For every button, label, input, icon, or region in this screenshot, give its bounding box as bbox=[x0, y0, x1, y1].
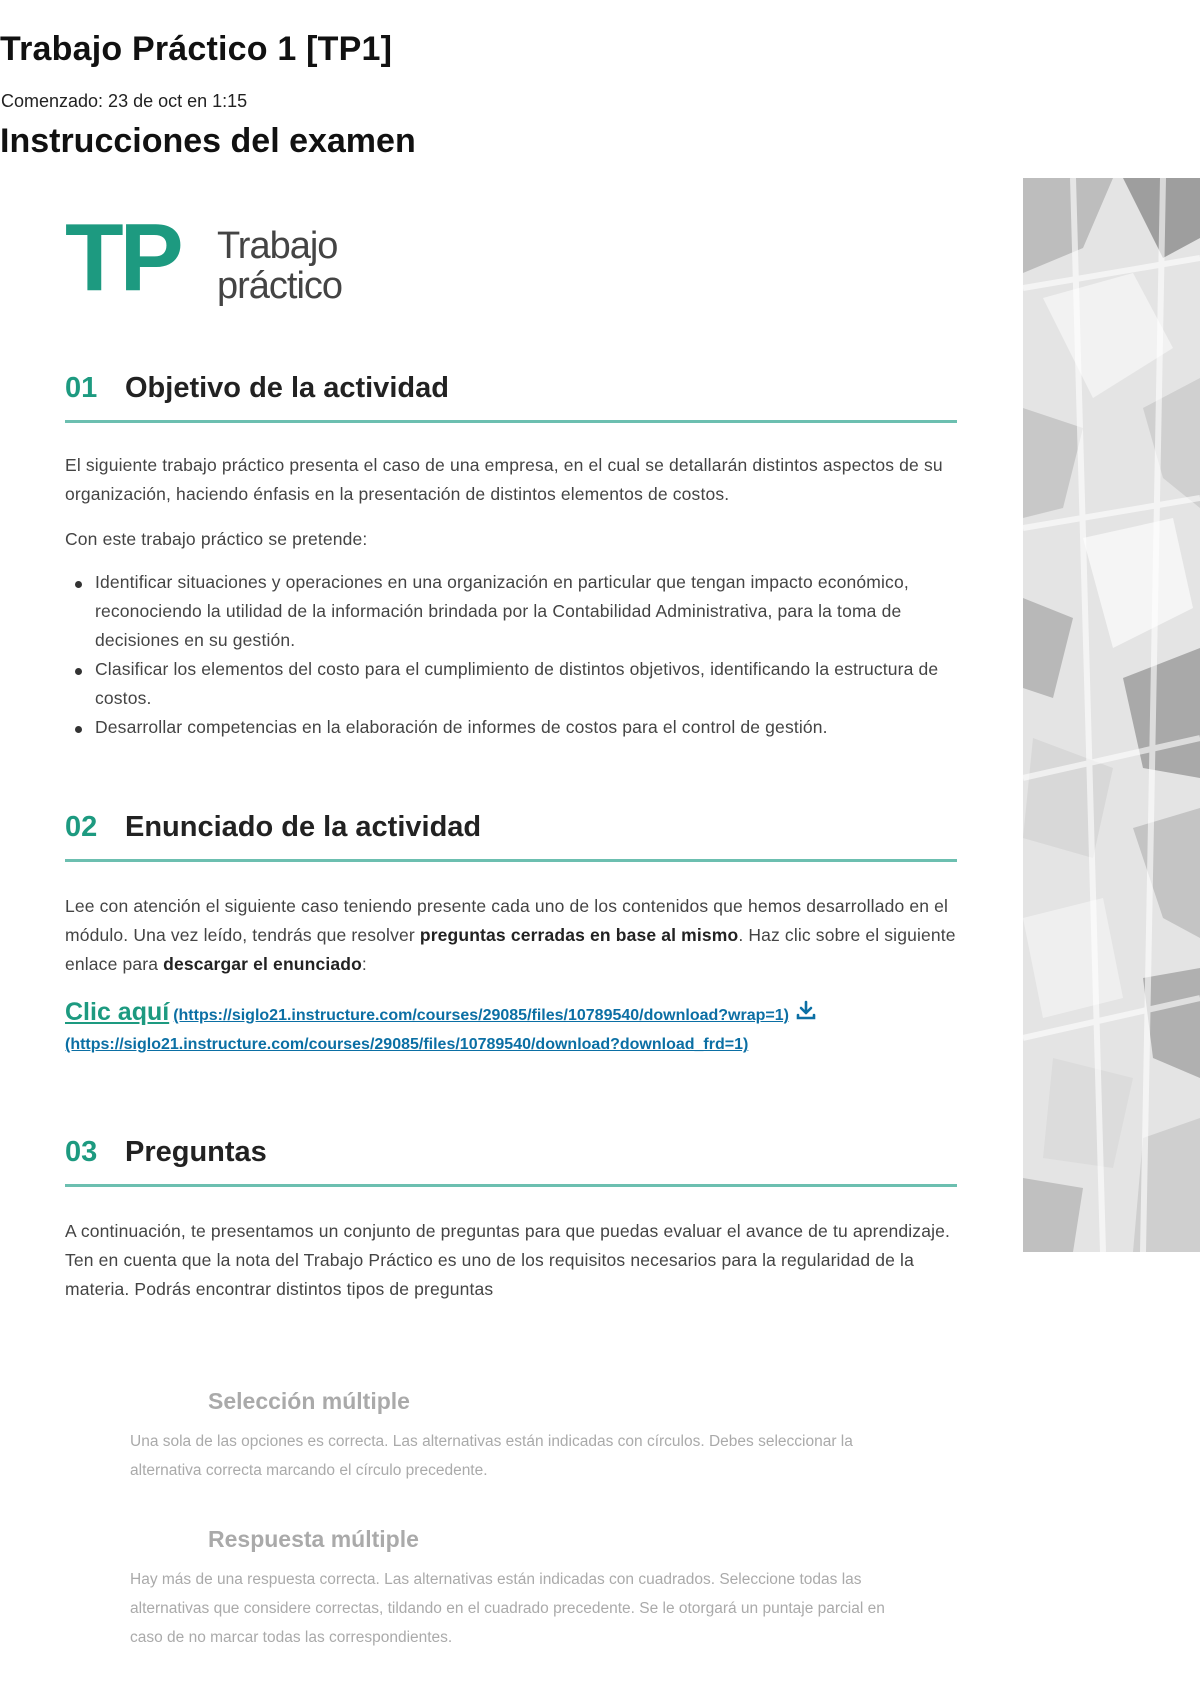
section-objetivo bbox=[65, 364, 957, 742]
objective-paragraph: El siguiente trabajo práctico presenta el caso de una empresa, en el cual se detallarán distintos aspectos de su organización, haciendo énfasis en la presentación de distintos elementos de costos. bbox=[65, 455, 943, 504]
logo-line1: Trabajo bbox=[217, 225, 338, 267]
logo-mark: TP bbox=[65, 204, 180, 311]
question-type-desc: Hay más de una respuesta correcta. Las alternativas están indicadas con cuadrados. Seleccione todas las alternativas que considere correctas, tildando en el cuadrado precedente. Se le otorgará un puntaje parcial en caso de no marcar todas las correspondientes. bbox=[130, 1571, 885, 1646]
section-title: Enunciado de la actividad bbox=[125, 811, 482, 843]
section-header bbox=[65, 1128, 957, 1187]
section-title: Preguntas bbox=[125, 1136, 267, 1168]
section-title: Objetivo de la actividad bbox=[125, 372, 449, 404]
logo-text bbox=[217, 226, 342, 306]
section-number: 02 bbox=[65, 811, 98, 843]
statement-text-a: Lee con atención el siguiente caso teniendo presente cada uno de los contenidos que hemos desarrollado en el módulo. Una vez leído, tendrás que resolver bbox=[65, 896, 949, 945]
download-link-url[interactable]: (https://siglo21.instructure.com/courses/29085/files/10789540/download?wrap=1) bbox=[173, 1007, 789, 1024]
logo-line2: práctico bbox=[217, 265, 343, 307]
question-type-single bbox=[130, 1388, 890, 1485]
statement-bold-b: descargar el enunciado bbox=[163, 954, 362, 974]
download-link[interactable]: Clic aquí bbox=[65, 998, 170, 1026]
question-type-title: Respuesta múltiple bbox=[208, 1526, 419, 1552]
questions-paragraph: A continuación, te presentamos un conjunto de preguntas para que puedas evaluar el avance de tu aprendizaje. Ten en cuenta que la nota del Trabajo Práctico es uno de los requisitos necesarios para la regularidad de la materia. Podrás encontrar distintos tipos de preguntas bbox=[65, 1221, 951, 1299]
objective-intro: Con este trabajo práctico se pretende: bbox=[65, 529, 368, 549]
question-type-title: Selección múltiple bbox=[208, 1388, 410, 1414]
section-header bbox=[65, 364, 957, 423]
statement-bold-a: preguntas cerradas en base al mismo bbox=[419, 925, 739, 945]
decorative-architecture-image bbox=[1023, 178, 1200, 1252]
page-title: Trabajo Práctico 1 [TP1] bbox=[0, 30, 393, 68]
statement-text-c: . Haz clic sobre el siguiente enlace para bbox=[65, 925, 956, 974]
list-item: Identificar situaciones y operaciones en una organización en particular que tengan impacto económico, reconociendo la utilidad de la información brindada por la Contabilidad Administrativa, para la toma de decisiones en su gestión. bbox=[95, 568, 957, 655]
tp-logo bbox=[65, 204, 385, 322]
question-type-desc: Una sola de las opciones es correcta. Las alternativas están indicadas con círculos. Debes seleccionar la alternativa correcta marcando el círculo precedente. bbox=[130, 1433, 853, 1479]
started-timestamp: Comenzado: 23 de oct en 1:15 bbox=[1, 91, 248, 111]
question-type-multiple bbox=[130, 1526, 890, 1652]
section-number: 03 bbox=[65, 1136, 98, 1168]
section-enunciado bbox=[65, 803, 957, 1054]
statement-text-e: : bbox=[361, 954, 367, 974]
download-frd-link[interactable]: (https://siglo21.instructure.com/courses/29085/files/10789540/download?download_frd=1) bbox=[65, 1036, 749, 1054]
section-number: 01 bbox=[65, 372, 98, 404]
download-icon[interactable] bbox=[795, 999, 817, 1032]
list-item: Desarrollar competencias en la elaboración de informes de costos para el control de gestión. bbox=[95, 713, 957, 742]
statement-paragraph bbox=[65, 892, 957, 979]
section-header bbox=[65, 803, 957, 862]
instructions-title: Instrucciones del examen bbox=[0, 122, 416, 160]
download-links bbox=[65, 997, 957, 1032]
section-preguntas bbox=[65, 1128, 957, 1304]
objective-list bbox=[65, 568, 957, 742]
list-item: Clasificar los elementos del costo para el cumplimiento de distintos objetivos, identificando la estructura de costos. bbox=[95, 655, 957, 713]
